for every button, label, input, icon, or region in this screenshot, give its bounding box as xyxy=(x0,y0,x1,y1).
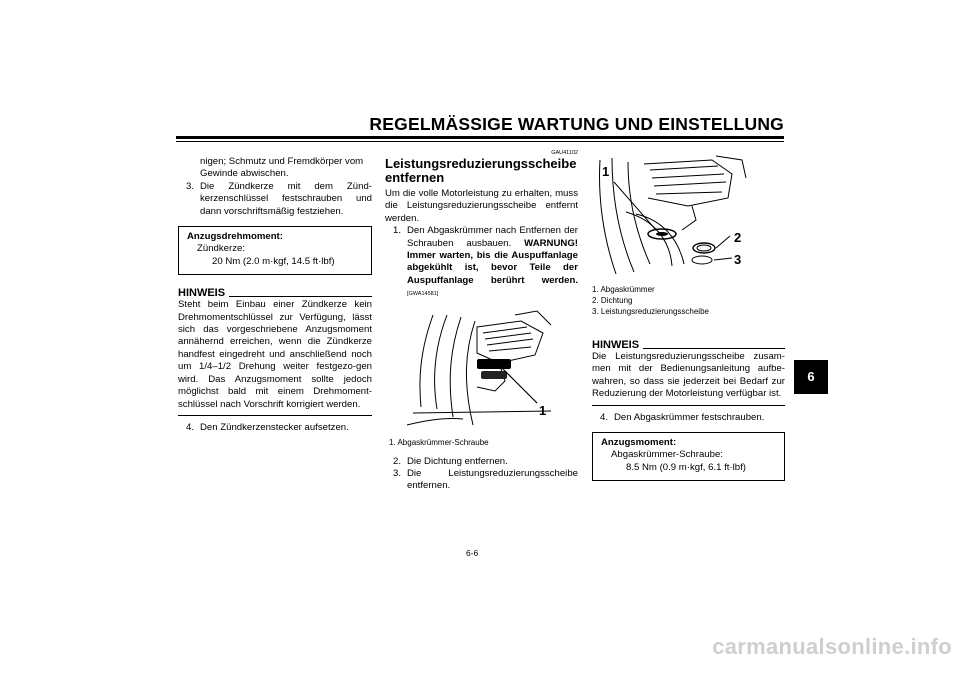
step-3: 3. Die Zündkerze mit dem Zünd- kerzenschlüssel festschrauben und dann vorschriftsmäßig festziehen. xyxy=(186,180,372,217)
torque-box: Anzugsdrehmoment: Zündkerze: 20 Nm (2.0 m·kgf, 14.5 ft·lbf) xyxy=(178,226,372,275)
step-1: 1. Den Abgaskrümmer nach Entfernen der Schrauben ausbauen. WARNUNG! Immer warten, bis die Auspuffanlage abgekühlt ist, bevor Teile der Auspuffanlage berührt werden.[GWA14581] xyxy=(393,225,578,298)
note-heading: HINWEIS xyxy=(592,339,785,351)
step-4: 4. Den Abgaskrümmer festschrauben. xyxy=(600,411,765,423)
warning-text: WARNUNG! Immer warten, bis die Auspuffanlage abgekühlt ist, bevor Teile der Auspuffanlage berührt werden. xyxy=(407,237,578,286)
step-4: 4. Den Zündkerzenstecker aufsetzen. xyxy=(186,421,349,433)
exhaust-parts-illustration xyxy=(592,154,748,278)
page-title: REGELMÄSSIGE WARTUNG UND EINSTELLUNG xyxy=(369,114,784,134)
note-text: Steht beim Einbau einer Zündkerze kein Drehmomentschlüssel zur Verfügung, lässt sich das vorgeschriebene Anzugsmoment annähernd erreichen, wenn die Zündkerze handfest eingedreht und anschließend noch um 1/4–1/2 Drehung weiter festgezo-gen wird. Das Anzugsmoment sollte jedoch möglichst bald mit einem Drehmoment-schlüssel nach Vorschrift korrigiert werden. xyxy=(178,299,372,410)
figure-caption: 1. Abgaskrümmer-Schraube xyxy=(389,437,489,447)
figure-callout-1: 1 xyxy=(602,164,610,179)
step-3: 3. Die Leistungsreduzierungsscheibe entfernen. xyxy=(393,468,578,492)
column-1 xyxy=(178,156,372,434)
exhaust-bolt-figure xyxy=(403,307,553,429)
exhaust-pipe-illustration xyxy=(403,307,553,429)
divider xyxy=(592,405,785,406)
note-text: Die Leistungsreduzierungsscheibe zusam-men mit der Bedienungsanleitung aufbe-wahren, so dass sie jederzeit bei Bedarf zur Reduzierung der Motorleistung verfügbar ist. xyxy=(592,351,785,400)
watermark: carmanualsonline.info xyxy=(712,634,952,659)
column-2 xyxy=(385,152,578,493)
exhaust-parts-figure xyxy=(592,154,748,278)
chapter-tab: 6 xyxy=(794,360,828,394)
header-rule-thin xyxy=(176,141,784,142)
section-title: Leistungsreduzierungsscheibe entfernen xyxy=(385,156,577,185)
intro-text: Um die volle Motorleistung zu erhalten, muss die Leistungsreduzierungsscheibe entfernt werden. xyxy=(385,188,578,224)
torque-box: Anzugsmoment: Abgaskrümmer-Schraube: 8.5 Nm (0.9 m·kgf, 6.1 ft·lbf) xyxy=(592,432,785,481)
figure-callout-3: 3 xyxy=(734,252,742,267)
page-number: 6-6 xyxy=(466,548,479,558)
section-code: GAU41102 xyxy=(551,150,578,156)
note-heading: HINWEIS xyxy=(178,287,372,299)
divider xyxy=(178,415,372,416)
figure-callout-2: 2 xyxy=(734,230,742,245)
figure-captions: 1. Abgaskrümmer 2. Dichtung 3. Leistungsreduzierungsscheibe xyxy=(592,285,709,316)
figure-callout-1: 1 xyxy=(539,402,547,418)
step-2: 2. Die Dichtung entfernen. xyxy=(393,455,508,467)
column-3 xyxy=(592,154,785,493)
header-rule xyxy=(176,136,784,139)
continued-text: nigen; Schmutz und Fremdkörper vom Gewinde abwischen. xyxy=(200,156,364,180)
